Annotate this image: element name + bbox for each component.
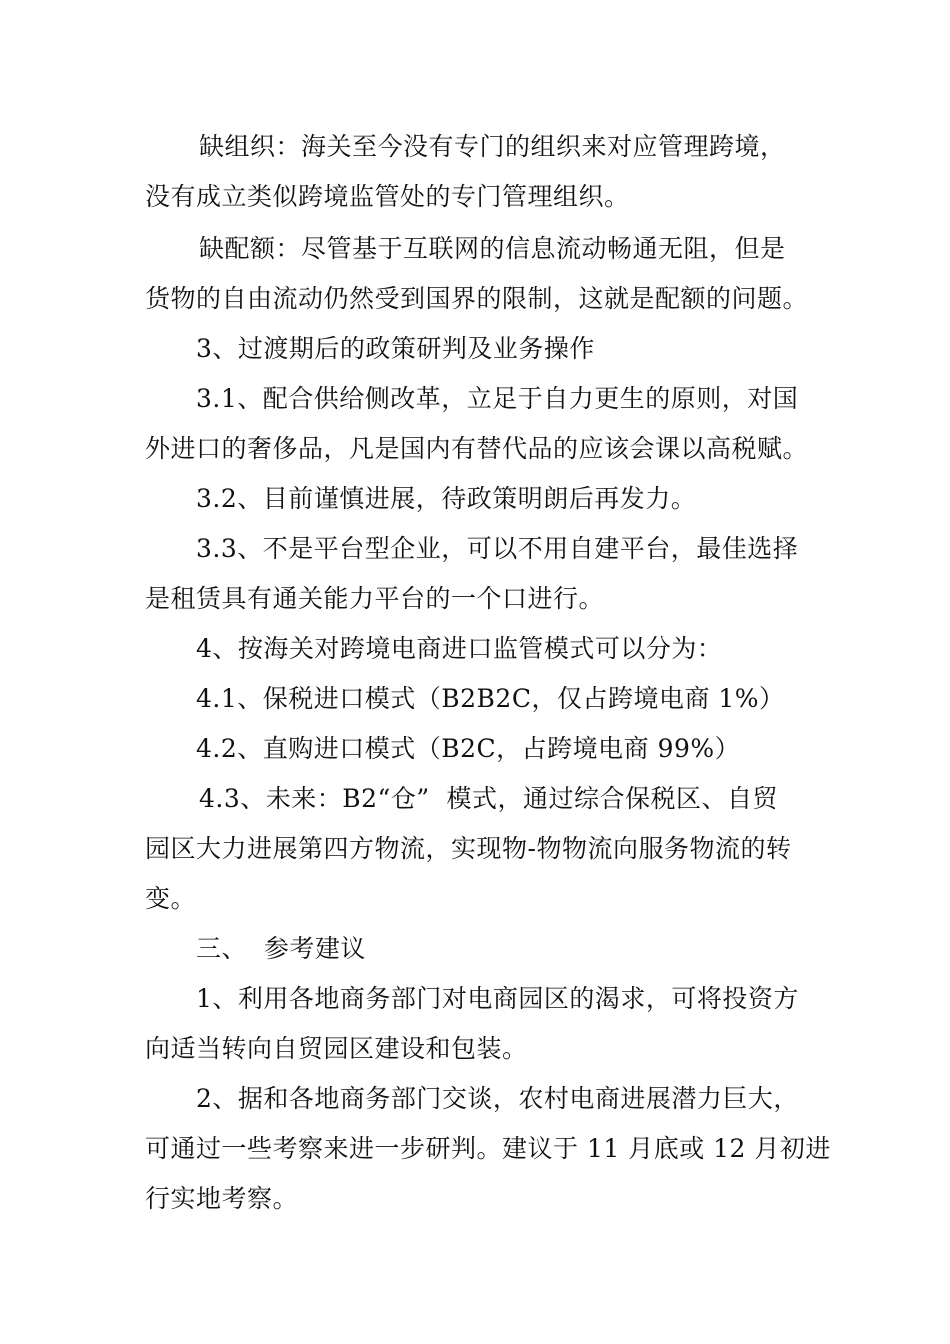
paragraph-que-zuzhi-line-2: 没有成立类似跨境监管处的专门管理组织。 xyxy=(145,182,630,211)
item-4-3-line-3: 变。 xyxy=(145,884,197,913)
item-4-2-line-1: 4.2、直购进口模式（B2C，占跨境电商 99%） xyxy=(196,734,741,763)
paragraph-que-pei-e-line-1: 缺配额：尽管基于互联网的信息流动畅通无阻，但是 xyxy=(199,234,786,263)
jianyi-2-line-2: 可通过一些考察来进一步研判。建议于 11 月底或 12 月初进 xyxy=(145,1134,831,1163)
item-4-3-line-1: 4.3、未来：B2“仓” 模式，通过综合保税区、自贸 xyxy=(199,784,778,813)
paragraph-que-zuzhi-line-1: 缺组织：海关至今没有专门的组织来对应管理跨境， xyxy=(199,132,786,161)
item-3-1-line-1: 3.1、配合供给侧改革，立足于自力更生的原则，对国 xyxy=(196,384,799,413)
item-3-1-line-2: 外进口的奢侈品，凡是国内有替代品的应该会课以高税赋。 xyxy=(145,434,809,463)
item-3-2-line-1: 3.2、目前谨慎进展，待政策明朗后再发力。 xyxy=(196,484,697,513)
item-3-3-line-1: 3.3、不是平台型企业，可以不用自建平台，最佳选择 xyxy=(196,534,799,563)
item-4-1-line-1: 4.1、保税进口模式（B2B2C，仅占跨境电商 1%） xyxy=(196,684,785,713)
jianyi-1-line-1: 1、利用各地商务部门对电商园区的渴求，可将投资方 xyxy=(196,984,799,1013)
section-san-heading: 三、 参考建议 xyxy=(196,934,366,963)
item-4-3-line-2: 园区大力进展第四方物流，实现物-物物流向服务物流的转 xyxy=(145,834,792,863)
paragraph-que-pei-e-line-2: 货物的自由流动仍然受到国界的限制，这就是配额的问题。 xyxy=(145,284,809,313)
item-3-3-line-2: 是租赁具有通关能力平台的一个口进行。 xyxy=(145,584,605,613)
jianyi-2-line-1: 2、据和各地商务部门交谈，农村电商进展潜力巨大， xyxy=(196,1084,799,1113)
jianyi-1-line-2: 向适当转向自贸园区建设和包装。 xyxy=(145,1034,528,1063)
section-4-heading: 4、按海关对跨境电商进口监管模式可以分为： xyxy=(196,634,723,663)
jianyi-2-line-3: 行实地考察。 xyxy=(145,1184,299,1213)
section-3-heading: 3、过渡期后的政策研判及业务操作 xyxy=(196,334,595,363)
